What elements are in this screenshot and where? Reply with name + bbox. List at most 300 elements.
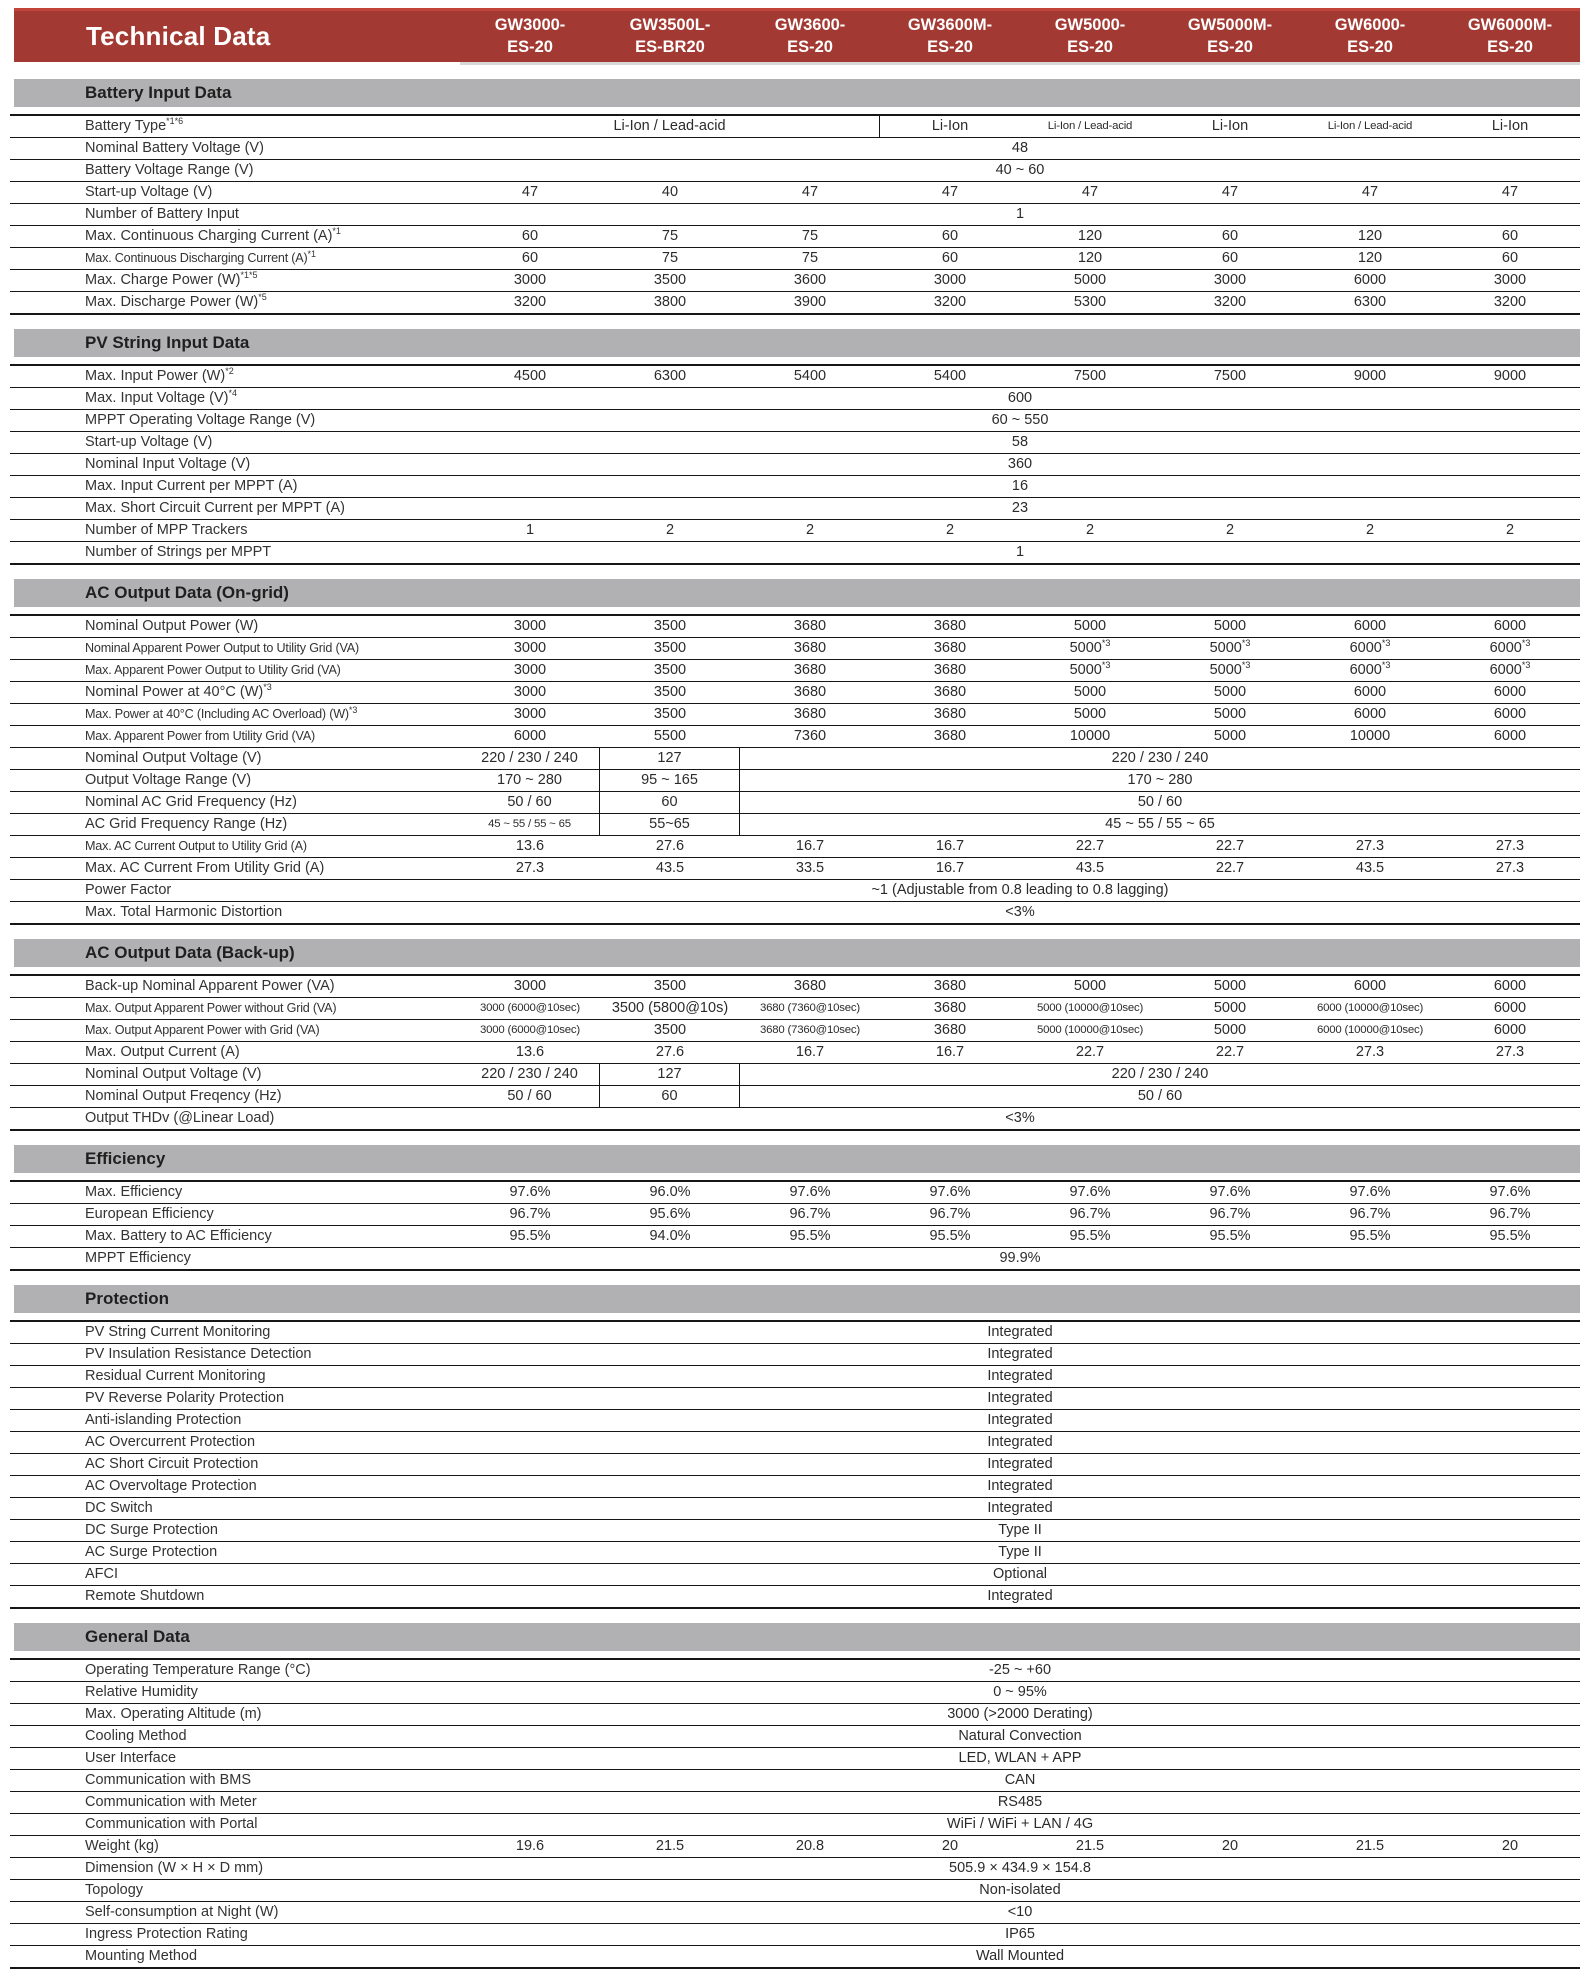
row-value-text: 45 ~ 55 / 55 ~ 65 bbox=[488, 818, 571, 830]
row-value-text: 99.9% bbox=[999, 1250, 1041, 1266]
row-label-text: PV Insulation Resistance Detection bbox=[85, 1346, 312, 1362]
row-label-text: Back-up Nominal Apparent Power (VA) bbox=[85, 978, 335, 994]
row-label bbox=[10, 454, 460, 475]
row-value bbox=[1300, 1204, 1440, 1225]
row-value-text: Li-Ion / Lead-acid bbox=[613, 118, 726, 134]
row-value-text: 6000 bbox=[1353, 978, 1387, 994]
row-value-text: 2 bbox=[1225, 522, 1235, 538]
row-value-text: Li-Ion bbox=[1491, 118, 1529, 134]
row-value bbox=[1160, 976, 1300, 997]
row-value bbox=[740, 1226, 880, 1247]
row-value-text: Li-Ion bbox=[931, 118, 969, 134]
row-label bbox=[10, 1454, 460, 1475]
row-value bbox=[1160, 182, 1300, 203]
footnote-marker: *4 bbox=[228, 388, 237, 399]
row-value-text: 120 bbox=[1077, 228, 1103, 244]
row-value bbox=[1440, 660, 1580, 681]
row-value bbox=[460, 1748, 1580, 1769]
row-value-text: <3% bbox=[1005, 904, 1035, 920]
row-value-text: WiFi / WiFi + LAN / 4G bbox=[946, 1816, 1094, 1832]
column-header bbox=[740, 15, 880, 59]
row-value bbox=[1300, 998, 1440, 1019]
row-value-text: 3680 bbox=[933, 706, 967, 722]
row-value bbox=[1300, 726, 1440, 747]
row-value bbox=[460, 1726, 1580, 1747]
row-value bbox=[460, 388, 1580, 409]
row-value-text: 1 bbox=[525, 522, 535, 538]
row-value bbox=[460, 542, 1580, 563]
row-value-text: 6000 bbox=[1493, 1000, 1527, 1016]
column-header-line2: ES-20 bbox=[1347, 37, 1393, 56]
row-label bbox=[10, 1432, 460, 1453]
row-value-text: 1 bbox=[1015, 544, 1025, 560]
row-value bbox=[1160, 366, 1300, 387]
row-value bbox=[1020, 1226, 1160, 1247]
column-header bbox=[880, 15, 1020, 59]
row-label bbox=[10, 1226, 460, 1247]
row-value-text: 3000 bbox=[1213, 272, 1247, 288]
row-value-text: 6000 bbox=[513, 728, 547, 744]
row-label-text: Nominal Apparent Power Output to Utility Grid (VA) bbox=[85, 641, 359, 655]
row-label-text: Weight (kg) bbox=[85, 1838, 159, 1854]
row-value-text: 3680 bbox=[793, 684, 827, 700]
row-value-text: 360 bbox=[1007, 456, 1033, 472]
table-row bbox=[10, 1388, 1580, 1410]
row-value-text: IP65 bbox=[1005, 1926, 1035, 1942]
row-value-text: 6000 bbox=[1349, 662, 1382, 678]
row-value-text: 60 bbox=[521, 228, 539, 244]
row-value-text: 6000 bbox=[1353, 272, 1387, 288]
row-label-text: Communication with BMS bbox=[85, 1772, 251, 1788]
row-value-text: 27.3 bbox=[1495, 1044, 1525, 1060]
row-value-text: 3680 bbox=[933, 662, 967, 678]
row-value bbox=[740, 792, 1580, 813]
row-value-text: 96.0% bbox=[649, 1184, 691, 1200]
row-value bbox=[740, 616, 880, 637]
row-value bbox=[740, 704, 880, 725]
row-value-text: 120 bbox=[1077, 250, 1103, 266]
section-table-efficiency bbox=[10, 1180, 1580, 1271]
row-label-text: Self-consumption at Night (W) bbox=[85, 1904, 279, 1920]
row-value bbox=[460, 160, 1580, 181]
section-header-ac-output-data-on-grid bbox=[14, 579, 1580, 607]
row-value bbox=[460, 704, 600, 725]
row-value-text: 5000 bbox=[1073, 706, 1107, 722]
footnote-marker: *1 bbox=[332, 226, 341, 237]
row-value-text: 5000 bbox=[1069, 640, 1102, 656]
table-row bbox=[10, 1020, 1580, 1042]
column-header-line2: ES-20 bbox=[927, 37, 973, 56]
row-value bbox=[1440, 226, 1580, 247]
row-value bbox=[460, 1020, 600, 1041]
row-value bbox=[1160, 1204, 1300, 1225]
row-value-text: 97.6% bbox=[929, 1184, 971, 1200]
row-value bbox=[1160, 682, 1300, 703]
row-value bbox=[1160, 270, 1300, 291]
row-label-text: Nominal AC Grid Frequency (Hz) bbox=[85, 794, 297, 810]
row-value bbox=[1020, 858, 1160, 879]
row-value-text: 170 ~ 280 bbox=[1127, 772, 1193, 788]
row-value bbox=[1440, 638, 1580, 659]
footnote-marker: *3 bbox=[1521, 660, 1531, 671]
row-label bbox=[10, 270, 460, 291]
row-label bbox=[10, 1836, 460, 1857]
table-row bbox=[10, 1366, 1580, 1388]
row-label bbox=[10, 1564, 460, 1585]
table-row bbox=[10, 1726, 1580, 1748]
row-value-text: 3680 (7360@10sec) bbox=[760, 1002, 860, 1014]
row-value bbox=[1020, 1204, 1160, 1225]
row-value bbox=[600, 292, 740, 313]
row-value-text: 94.0% bbox=[649, 1228, 691, 1244]
row-value bbox=[740, 226, 880, 247]
row-value-text: 48 bbox=[1011, 140, 1029, 156]
row-value bbox=[1300, 248, 1440, 269]
row-label-text: Number of Strings per MPPT bbox=[85, 544, 272, 560]
table-row bbox=[10, 1586, 1580, 1607]
row-value bbox=[1160, 1020, 1300, 1041]
row-value-text: 95.5% bbox=[1209, 1228, 1251, 1244]
row-value-text: 13.6 bbox=[515, 838, 545, 854]
row-value-text: 3000 bbox=[513, 706, 547, 722]
row-value-text: 120 bbox=[1357, 250, 1383, 266]
row-value bbox=[880, 1204, 1020, 1225]
table-row bbox=[10, 1902, 1580, 1924]
row-value-text: Li-Ion bbox=[1211, 118, 1249, 134]
column-header bbox=[460, 15, 600, 59]
row-value-text: Wall Mounted bbox=[975, 1948, 1065, 1964]
row-value bbox=[460, 454, 1580, 475]
row-value-text: 0 ~ 95% bbox=[993, 1684, 1047, 1700]
row-value bbox=[740, 998, 880, 1019]
row-value-text: 27.6 bbox=[655, 1044, 685, 1060]
row-value bbox=[1440, 1182, 1580, 1203]
table-row bbox=[10, 1248, 1580, 1269]
row-label bbox=[10, 1388, 460, 1409]
row-value bbox=[460, 1792, 1580, 1813]
column-header-line1: GW3600- bbox=[774, 15, 846, 34]
row-value-text: 3000 bbox=[513, 640, 547, 656]
row-value bbox=[740, 520, 880, 541]
row-value-text: 16.7 bbox=[795, 1044, 825, 1060]
row-label-text: Output THDv (@Linear Load) bbox=[85, 1110, 275, 1126]
table-row bbox=[10, 1410, 1580, 1432]
row-value bbox=[1300, 226, 1440, 247]
column-header-line2: ES-BR20 bbox=[635, 37, 705, 56]
row-value bbox=[600, 814, 740, 835]
row-value bbox=[880, 1836, 1020, 1857]
row-value bbox=[1020, 182, 1160, 203]
row-label bbox=[10, 182, 460, 203]
row-value bbox=[460, 660, 600, 681]
row-value-text: 16 bbox=[1011, 478, 1029, 494]
table-row bbox=[10, 814, 1580, 836]
column-header-line1: GW6000M- bbox=[1467, 15, 1553, 34]
table-row bbox=[10, 432, 1580, 454]
row-value-text: 60 bbox=[1501, 250, 1519, 266]
row-value-text: 5000 bbox=[1213, 684, 1247, 700]
footnote-marker: *5 bbox=[258, 292, 267, 303]
column-header-line1: GW3000- bbox=[494, 15, 566, 34]
table-row bbox=[10, 542, 1580, 563]
row-value-text: 6000 bbox=[1493, 684, 1527, 700]
row-value-text: 95.5% bbox=[1489, 1228, 1531, 1244]
row-value-text: 5000 bbox=[1213, 706, 1247, 722]
row-value bbox=[460, 1410, 1580, 1431]
row-value-text: 22.7 bbox=[1215, 838, 1245, 854]
row-value-text: 3000 (>2000 Derating) bbox=[947, 1706, 1093, 1722]
table-row bbox=[10, 836, 1580, 858]
row-value bbox=[460, 292, 600, 313]
row-value-text: 3500 bbox=[653, 272, 687, 288]
row-value-text: 2 bbox=[805, 522, 815, 538]
row-label-text: Max. Continuous Charging Current (A) bbox=[85, 228, 333, 244]
row-value-text: 22.7 bbox=[1215, 860, 1245, 876]
table-row bbox=[10, 792, 1580, 814]
row-value bbox=[740, 1042, 880, 1063]
row-label-text: Cooling Method bbox=[85, 1728, 187, 1744]
row-label bbox=[10, 1498, 460, 1519]
row-value bbox=[740, 366, 880, 387]
row-value bbox=[460, 858, 600, 879]
row-value-text: 45 ~ 55 / 55 ~ 65 bbox=[1105, 816, 1215, 832]
section-header-efficiency bbox=[14, 1145, 1580, 1173]
row-value-text: 5000 bbox=[1213, 618, 1247, 634]
table-row bbox=[10, 1704, 1580, 1726]
row-value-text: 22.7 bbox=[1215, 1044, 1245, 1060]
row-value bbox=[1300, 704, 1440, 725]
row-label-text: AC Overvoltage Protection bbox=[85, 1478, 257, 1494]
row-label-text: Max. Output Apparent Power without Grid (VA) bbox=[85, 1001, 337, 1015]
section-table-protection bbox=[10, 1320, 1580, 1609]
row-value-text: Integrated bbox=[987, 1412, 1053, 1428]
row-value bbox=[880, 858, 1020, 879]
row-value-text: Li-Ion / Lead-acid bbox=[1327, 120, 1413, 132]
row-value-text: 3200 bbox=[933, 294, 967, 310]
row-value bbox=[460, 1108, 1580, 1129]
row-value bbox=[460, 976, 600, 997]
table-row bbox=[10, 1858, 1580, 1880]
section-table-pv-string-input-data bbox=[10, 364, 1580, 565]
table-header bbox=[14, 8, 1580, 62]
row-value bbox=[1160, 660, 1300, 681]
row-label-text: DC Surge Protection bbox=[85, 1522, 218, 1538]
row-label-text: Max. Battery to AC Efficiency bbox=[85, 1228, 272, 1244]
table-row bbox=[10, 454, 1580, 476]
row-value-text: ~1 (Adjustable from 0.8 leading to 0.8 lagging) bbox=[871, 882, 1169, 898]
row-value bbox=[1440, 1204, 1580, 1225]
row-value bbox=[740, 1064, 1580, 1085]
row-label bbox=[10, 1344, 460, 1365]
row-value bbox=[460, 902, 1580, 923]
section-title: Efficiency bbox=[85, 1149, 166, 1168]
row-label bbox=[10, 1924, 460, 1945]
row-label-text: Start-up Voltage (V) bbox=[85, 434, 213, 450]
row-value-text: 220 / 230 / 240 bbox=[1111, 750, 1209, 766]
row-label-text: Max. Apparent Power Output to Utility Grid (VA) bbox=[85, 663, 341, 677]
row-label bbox=[10, 660, 460, 681]
section-table-general-data bbox=[10, 1658, 1580, 1969]
row-value-text: 3680 bbox=[933, 1000, 967, 1016]
row-value-text: <10 bbox=[1007, 1904, 1033, 1920]
table-row bbox=[10, 1042, 1580, 1064]
table-row bbox=[10, 1814, 1580, 1836]
section-title: Protection bbox=[85, 1289, 170, 1308]
row-value-text: 3680 bbox=[793, 706, 827, 722]
row-value-text: 9000 bbox=[1353, 368, 1387, 384]
row-label bbox=[10, 138, 460, 159]
row-value-text: 50 / 60 bbox=[1137, 794, 1183, 810]
section-title: AC Output Data (On-grid) bbox=[85, 583, 289, 602]
footnote-marker: *1*5 bbox=[240, 270, 258, 281]
row-label-text: Nominal Output Voltage (V) bbox=[85, 1066, 262, 1082]
row-value bbox=[1160, 292, 1300, 313]
row-value bbox=[1020, 638, 1160, 659]
row-value-text: 22.7 bbox=[1075, 838, 1105, 854]
row-value bbox=[740, 814, 1580, 835]
table-row bbox=[10, 1226, 1580, 1248]
row-label bbox=[10, 498, 460, 519]
table-row bbox=[10, 1924, 1580, 1946]
row-value bbox=[600, 1204, 740, 1225]
row-value bbox=[1020, 616, 1160, 637]
row-value-text: 20.8 bbox=[795, 1838, 825, 1854]
row-value bbox=[460, 748, 600, 769]
row-label-text: Nominal Power at 40°C (W) bbox=[85, 684, 264, 700]
row-value-text: 2 bbox=[665, 522, 675, 538]
table-row bbox=[10, 1748, 1580, 1770]
row-label-text: Number of MPP Trackers bbox=[85, 522, 248, 538]
column-header-line1: GW6000- bbox=[1334, 15, 1406, 34]
row-value-text: Integrated bbox=[987, 1368, 1053, 1384]
row-value bbox=[1020, 726, 1160, 747]
row-value bbox=[740, 270, 880, 291]
table-row bbox=[10, 998, 1580, 1020]
row-value bbox=[460, 814, 600, 835]
row-value-text: 60 bbox=[1221, 250, 1239, 266]
row-value bbox=[1300, 976, 1440, 997]
row-value bbox=[600, 638, 740, 659]
row-value bbox=[880, 836, 1020, 857]
row-value-text: 96.7% bbox=[1209, 1206, 1251, 1222]
row-label bbox=[10, 1248, 460, 1269]
row-value-text: 3680 bbox=[793, 618, 827, 634]
row-value bbox=[1160, 226, 1300, 247]
row-value bbox=[880, 292, 1020, 313]
row-value-text: 95.5% bbox=[509, 1228, 551, 1244]
row-value-text: 220 / 230 / 240 bbox=[1111, 1066, 1209, 1082]
row-value bbox=[460, 520, 600, 541]
row-value-text: 5000 bbox=[1209, 640, 1242, 656]
row-label-text: AC Overcurrent Protection bbox=[85, 1434, 256, 1450]
row-value bbox=[460, 182, 600, 203]
row-value bbox=[600, 226, 740, 247]
row-label-text: Operating Temperature Range (°C) bbox=[85, 1662, 311, 1678]
row-value bbox=[740, 836, 880, 857]
row-value bbox=[600, 726, 740, 747]
row-label bbox=[10, 432, 460, 453]
table-row bbox=[10, 1660, 1580, 1682]
row-value bbox=[880, 1182, 1020, 1203]
row-value-text: 3200 bbox=[1493, 294, 1527, 310]
row-value bbox=[1020, 226, 1160, 247]
table-row bbox=[10, 226, 1580, 248]
row-value bbox=[600, 836, 740, 857]
row-value-text: 3000 bbox=[513, 978, 547, 994]
row-value bbox=[880, 998, 1020, 1019]
row-value-text: 60 bbox=[1501, 228, 1519, 244]
section-title: AC Output Data (Back-up) bbox=[85, 943, 295, 962]
row-value-text: 16.7 bbox=[935, 860, 965, 876]
row-label bbox=[10, 748, 460, 769]
row-value-text: 220 / 230 / 240 bbox=[481, 750, 578, 766]
row-value bbox=[460, 204, 1580, 225]
footnote-marker: *3 bbox=[1101, 638, 1111, 649]
row-value bbox=[600, 248, 740, 269]
row-value bbox=[1440, 1042, 1580, 1063]
row-label bbox=[10, 1726, 460, 1747]
table-row bbox=[10, 1498, 1580, 1520]
row-value bbox=[1440, 292, 1580, 313]
row-value-text: CAN bbox=[1004, 1772, 1036, 1788]
row-label-text: Residual Current Monitoring bbox=[85, 1368, 266, 1384]
row-value-text: 6000 (10000@10sec) bbox=[1316, 1002, 1424, 1014]
row-value bbox=[460, 410, 1580, 431]
row-label bbox=[10, 248, 460, 269]
row-label-text: Max. Input Voltage (V) bbox=[85, 390, 229, 406]
row-value-text: 43.5 bbox=[1075, 860, 1105, 876]
row-value-text: 6000 bbox=[1493, 728, 1527, 744]
row-value-text: 3680 bbox=[933, 1022, 967, 1038]
footnote-marker: *3 bbox=[1241, 660, 1251, 671]
row-label bbox=[10, 542, 460, 563]
row-value bbox=[600, 1086, 740, 1107]
footnote-marker: *3 bbox=[1101, 660, 1111, 671]
row-label-text: Remote Shutdown bbox=[85, 1588, 205, 1604]
row-value-text: 5000 (10000@10sec) bbox=[1036, 1002, 1144, 1014]
table-row bbox=[10, 388, 1580, 410]
header-underline bbox=[460, 62, 1580, 65]
row-value bbox=[460, 1432, 1580, 1453]
row-value-text: 13.6 bbox=[515, 1044, 545, 1060]
page-title: Technical Data bbox=[86, 21, 271, 51]
row-value-text: 3200 bbox=[513, 294, 547, 310]
row-value-text: <3% bbox=[1005, 1110, 1035, 1126]
row-value-text: 60 ~ 550 bbox=[991, 412, 1049, 428]
row-value bbox=[460, 1248, 1580, 1269]
column-header-line2: ES-20 bbox=[1487, 37, 1533, 56]
row-value bbox=[460, 1564, 1580, 1585]
row-value bbox=[1300, 1836, 1440, 1857]
row-value-text: 3000 bbox=[1493, 272, 1527, 288]
row-value bbox=[600, 182, 740, 203]
row-value bbox=[1020, 1042, 1160, 1063]
row-label-text: Output Voltage Range (V) bbox=[85, 772, 252, 788]
row-value bbox=[460, 226, 600, 247]
row-value-text: Integrated bbox=[987, 1390, 1053, 1406]
row-value bbox=[1300, 682, 1440, 703]
row-value bbox=[1020, 520, 1160, 541]
row-label bbox=[10, 160, 460, 181]
row-value bbox=[600, 1020, 740, 1041]
row-value bbox=[880, 726, 1020, 747]
row-value-text: 3680 bbox=[933, 640, 967, 656]
row-label bbox=[10, 1902, 460, 1923]
column-header-line2: ES-20 bbox=[507, 37, 553, 56]
row-label-text: AC Grid Frequency Range (Hz) bbox=[85, 816, 288, 832]
row-value-text: 3500 bbox=[653, 1022, 687, 1038]
row-value bbox=[1160, 638, 1300, 659]
